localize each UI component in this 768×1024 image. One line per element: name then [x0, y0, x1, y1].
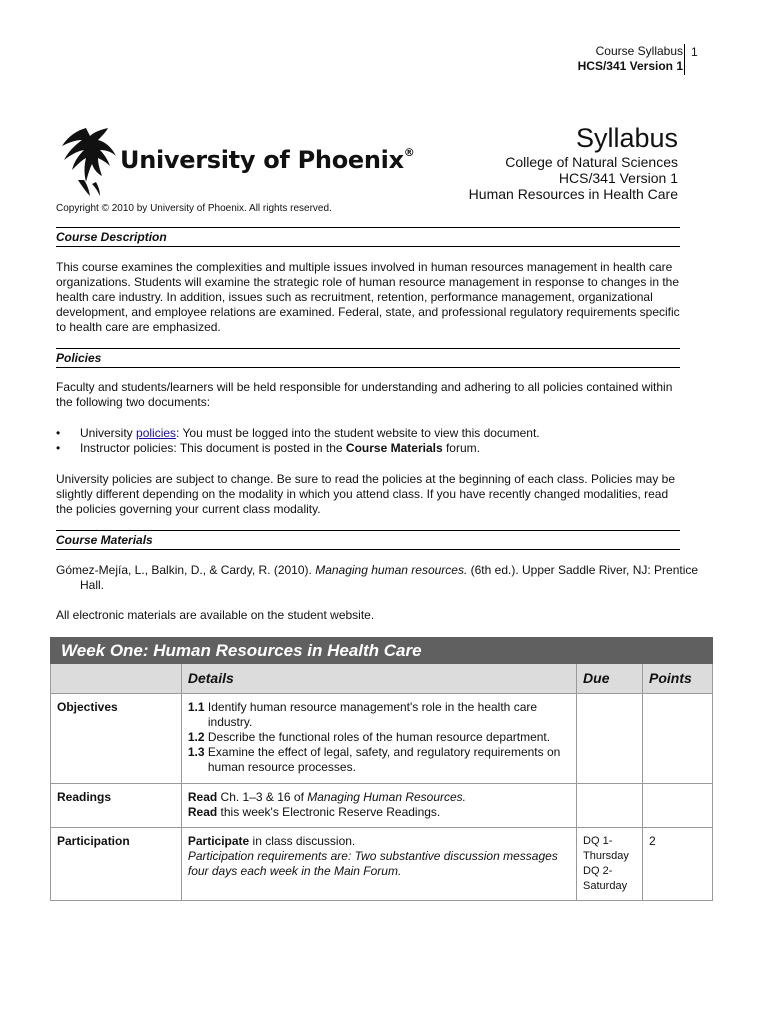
- read-keyword: Read: [187, 805, 218, 819]
- participation-requirements: Participation requirements are: Two substantive discussion messages four days each week in the Main Forum.: [187, 849, 558, 878]
- list-item: [188, 745, 570, 775]
- table-row: [51, 784, 713, 828]
- details-column-header: Details: [181, 664, 576, 694]
- reading-text: Ch. 1–3 & 16 of: [217, 790, 308, 804]
- participation-details: [181, 828, 576, 901]
- course-materials-forum-name: Course Materials: [345, 441, 443, 455]
- readings-details: [181, 784, 576, 828]
- policies-intro: Faculty and students/learners will be held responsible for understanding and adhering to all policies contained within the following two documents:: [56, 380, 673, 409]
- objectives-label: Objectives: [51, 694, 182, 784]
- policies-list: [56, 426, 680, 456]
- policies-note: University policies are subject to change. Be sure to read the policies at the beginning of each class. Policies may be slightly different depending on the modality in which you attend class. If you have recently changed modalities, read the policies governing your current class modality.: [56, 472, 676, 516]
- due-dq1-day: Thursday: [583, 850, 629, 862]
- participate-keyword: Participate: [187, 834, 250, 848]
- objectives-points-cell: [643, 694, 713, 784]
- course-code: HCS/341 Version 1: [558, 170, 678, 186]
- table-header-row: [51, 664, 713, 694]
- logo-registered-mark: ®: [403, 146, 415, 159]
- list-item: [188, 834, 570, 849]
- due-column-header: Due: [577, 664, 643, 694]
- list-item: [188, 730, 570, 745]
- bullet-text: University: [80, 426, 137, 440]
- course-description-heading: Course Description: [56, 227, 680, 247]
- textbook-reference: [56, 563, 704, 593]
- bullet-text: Instructor policies: This document is posted in the: [80, 441, 346, 455]
- objective-number: 1.1: [187, 700, 205, 714]
- logo-wordmark: University of Phoenix: [120, 146, 404, 174]
- objective-text: Describe the functional roles of the human resource department.: [207, 730, 551, 744]
- points-column-header: Points: [643, 664, 713, 694]
- running-header: [578, 44, 683, 74]
- objective-text: Examine the effect of legal, safety, and regulatory requirements on human resource processes.: [207, 745, 561, 774]
- participation-label: Participation: [51, 828, 182, 901]
- objectives-details: [181, 694, 576, 784]
- reference-title: Managing human resources.: [315, 563, 468, 577]
- read-keyword: Read: [187, 790, 218, 804]
- course-materials-heading: Course Materials: [56, 530, 680, 550]
- list-item: [188, 700, 570, 730]
- due-dq2-day: Saturday: [583, 880, 628, 892]
- header-course-version: HCS/341 Version 1: [577, 59, 683, 73]
- page-number: 1: [691, 45, 698, 59]
- list-item: [56, 441, 680, 456]
- bullet-text: : You must be logged into the student website to view this document.: [176, 426, 540, 440]
- electronic-materials-note: All electronic materials are available on the student website.: [56, 608, 375, 622]
- phoenix-bird-icon: [56, 124, 120, 198]
- header-divider: [684, 44, 685, 75]
- objective-number: 1.3: [187, 745, 205, 759]
- objectives-due-cell: [577, 694, 643, 784]
- page-title: Syllabus: [575, 123, 678, 153]
- reference-authors: Gómez-Mejía, L., Balkin, D., & Cardy, R. (2010).: [56, 563, 316, 577]
- table-row: [51, 694, 713, 784]
- readings-due-cell: [577, 784, 643, 828]
- objective-text: Identify human resource management's role in the health care industry.: [207, 700, 538, 729]
- list-item: [188, 849, 570, 879]
- header-course-syllabus: Course Syllabus: [595, 44, 683, 58]
- course-description-text: This course examines the complexities and multiple issues involved in human resources management in health care organizations. Students will examine the strategic role of human resource management in response to changes in the health care industry. In addition, issues such as recruitment, retention, performance management, organizational development, and employee relations are examined. Federal, state, and professional regulatory requirements specific to health care are emphasized.: [56, 260, 680, 334]
- syllabus-title-block: [469, 122, 678, 202]
- copyright-notice: Copyright © 2010 by University of Phoenix. All rights reserved.: [56, 203, 332, 214]
- due-dq1: DQ 1-: [583, 835, 613, 847]
- objective-number: 1.2: [187, 730, 205, 744]
- reading-book-title: Managing Human Resources.: [307, 790, 467, 804]
- policies-link[interactable]: policies: [136, 426, 177, 440]
- reference-publisher: (6th ed.). Upper Saddle River, NJ: Prentice Hall.: [80, 563, 699, 592]
- week-one-table: [50, 637, 713, 901]
- week-title-row: [51, 638, 713, 664]
- course-name: Human Resources in Health Care: [468, 186, 678, 202]
- header-blank-cell: [51, 664, 182, 694]
- participation-text: in class discussion.: [249, 834, 356, 848]
- bullet-text: forum.: [442, 441, 480, 455]
- participation-points: 2: [643, 828, 713, 901]
- university-logo: [56, 124, 415, 198]
- readings-points-cell: [643, 784, 713, 828]
- list-item: [188, 790, 570, 805]
- list-item: [188, 805, 570, 820]
- readings-label: Readings: [51, 784, 182, 828]
- week-title: Week One: Human Resources in Health Care: [51, 638, 713, 664]
- reading-text: this week's Electronic Reserve Readings.: [217, 805, 441, 819]
- participation-due-cell: [577, 828, 643, 901]
- policies-heading: Policies: [56, 348, 680, 368]
- list-item: [56, 426, 680, 441]
- table-row: [51, 828, 713, 901]
- due-dq2: DQ 2-: [583, 865, 613, 877]
- college-name: College of Natural Sciences: [505, 154, 678, 170]
